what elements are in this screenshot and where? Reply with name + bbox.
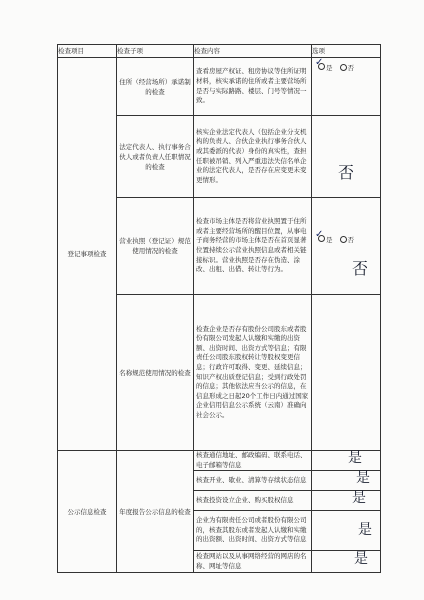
sub-item-legal-rep: 法定代表人、执行事务合伙人或者负责人任职情况的检查 — [117, 116, 194, 198]
options-legal-rep — [312, 116, 381, 198]
sub-item-name: 名称规范使用情况的检查 — [117, 295, 194, 451]
header-inspection-item: 检查项目 — [58, 45, 117, 58]
handwritten-mark: 否 — [352, 259, 369, 278]
radio-no[interactable] — [340, 64, 347, 71]
options-shareholders — [312, 511, 381, 551]
content-residence: 查看房屋产权证、租房协议等住所证明材料，核实承诺的住所或者主要营场所是否与实际路路、楼层、门号等情况一致。 — [194, 58, 312, 116]
option-no-label: 否 — [347, 63, 354, 72]
radio-no[interactable] — [340, 236, 347, 243]
handwritten-mark: 是 — [356, 470, 370, 487]
content-investment: 核查投资设立企业、购买股权信息 — [194, 491, 312, 511]
header-options: 选项 — [312, 45, 381, 58]
sub-item-annual-report: 年度报告公示信息的检查 — [117, 451, 194, 573]
option-yes-label: 是 — [326, 235, 333, 244]
handwritten-mark: 是 — [354, 551, 368, 568]
header-content: 检查内容 — [194, 45, 312, 58]
sub-item-residence: 住所（经营场所）承诺制的检查 — [117, 58, 194, 116]
options-residence — [312, 58, 381, 116]
table-header-row — [58, 45, 381, 58]
options-investment — [312, 491, 381, 511]
handwritten-mark: 否 — [338, 163, 355, 182]
options-website — [312, 551, 381, 573]
option-yes-label: 是 — [326, 63, 333, 72]
header-sub-item: 检查子项 — [117, 45, 194, 58]
options-name — [312, 228, 381, 451]
content-shareholders: 企业为有限责任公司或者股份有限公司的，核查其股东或者发起人认缴和实缴的出资额、出资时间、出资方式等信息 — [194, 511, 312, 551]
sub-item-license: 营业执照（登记证）规范使用情况的检查 — [117, 198, 194, 295]
inspection-table — [57, 44, 381, 573]
checkbox-yes[interactable] — [315, 228, 325, 245]
checkmark-icon: ✓ — [315, 228, 324, 240]
checkmark-icon: ✓ — [315, 56, 324, 68]
handwritten-mark: 是 — [352, 490, 366, 507]
options-license — [312, 198, 381, 295]
options-status — [312, 471, 381, 491]
category-disclosure: 公示信息检查 — [58, 451, 117, 573]
table-row — [58, 451, 381, 471]
handwritten-mark: 是 — [358, 522, 372, 539]
option-no-label: 否 — [347, 235, 354, 244]
content-website: 检查网站以及从事网络经营的网店的名称、网址等信息 — [194, 551, 312, 573]
content-status: 核查开业、歇业、清算等存续状态信息 — [194, 471, 312, 491]
table-row — [58, 58, 381, 116]
content-name: 检查企业是否存有股份公司股东或者股份有限公司发起人认缴和实缴的出资额、出资时间、出资方式等信息；有限责任公司股东股权转让等股权变更信息；行政许可取得、变更、延续信息；知识产权出质登记信息；受到行政处罚的信息；其他依法应当公示的信息，在信息形成之日起20个工作日内通过国家企业信用信息公示系统（云南）准确向社会公示。 — [194, 295, 312, 451]
checkbox-yes[interactable] — [315, 56, 325, 73]
content-license: 检查市场主体是否将营业执照置于住所或者主要经营场所的醒目位置，从事电子商务经营的市场主体是否在首页显著位置持续公示营业执照信息或者相关链接标识。营业执照是否存在伪造、涂改、出租、出借、转让等行为。 — [194, 198, 312, 295]
handwritten-mark: 是 — [348, 450, 362, 466]
category-registration: 登记事项检查 — [58, 58, 117, 451]
content-contact: 核查通信地址、邮政编码、联系电话、电子邮箱等信息 — [194, 451, 312, 471]
options-contact — [312, 451, 381, 471]
content-legal-rep: 核实企业法定代表人（包括企业分支机构的负责人、合伙企业执行事务合伙人或其委派的代表）身份的真实性，查担任职被吊销、列入严重违法失信名单企业的法定代表人，是否存在应变更未变更情形。 — [194, 116, 312, 198]
